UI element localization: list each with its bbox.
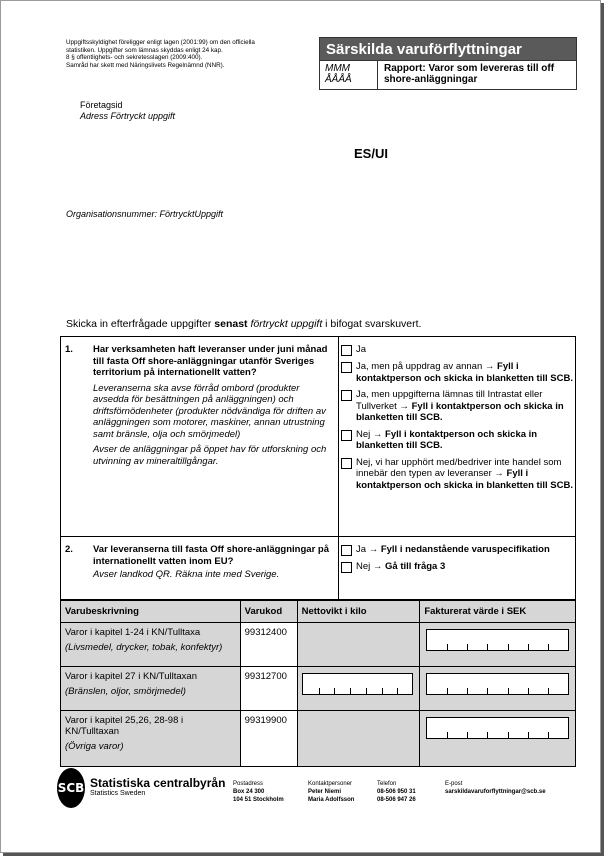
checkbox[interactable]	[341, 390, 352, 401]
row-desc-text: Varor i kapitel 1-24 i KN/Tulltaxa	[65, 627, 201, 638]
value-input[interactable]	[426, 717, 569, 739]
legal-notice	[66, 39, 316, 69]
legal-line: Uppgiftsskyldighet föreligger enligt lagen (2001:99) om den officiella	[66, 39, 255, 46]
footer-value: Box 24 300	[233, 788, 265, 795]
option-plain: Nej	[356, 561, 373, 572]
option-label	[356, 389, 575, 424]
legal-line: 8 § offentlighets- och sekretesslagen (2009:400).	[66, 54, 203, 62]
option-bold: → Fyll i kontaktperson och skicka in blanketten till SCB.	[356, 400, 564, 423]
q1-option-intrastat[interactable]	[341, 389, 575, 424]
form-code	[320, 61, 378, 89]
entry-tick	[382, 688, 383, 694]
row-desc-sub: (Bränslen, oljor, smörjmedel)	[65, 686, 186, 697]
entry-tick	[548, 688, 549, 694]
entry-tick	[447, 732, 448, 738]
footer-label: Postadress	[233, 781, 264, 787]
weight-cell	[297, 667, 420, 711]
question-1	[61, 337, 575, 537]
brand-subtitle: Statistics Sweden	[90, 790, 146, 797]
weight-cell-disabled	[297, 711, 420, 767]
entry-tick	[508, 644, 509, 650]
option-bold: → Gå till fråga 3	[372, 561, 446, 572]
question-2-note: Avser landkod QR. Räkna inte med Sverige.	[93, 569, 280, 580]
org-number: Organisationsnummer: FörtrycktUppgift	[66, 209, 224, 219]
checkbox[interactable]	[341, 362, 352, 373]
option-plain: Ja, men på uppdrag av annan	[356, 361, 485, 372]
question-1-note2: Avser de anläggningar på öppet hav för utforskning och utvinning av mineraltillgångar.	[93, 444, 327, 467]
footer-telefon	[377, 781, 416, 804]
question-1-text: Har verksamheten haft leveranser under juni månad till fasta Off shore-anläggningar utanför Sveriges territorium på internationellt vatten?	[93, 344, 328, 378]
question-2-text: Var leveranserna till fasta Off shore-anläggningar på internationellt vatten inom EU?	[93, 544, 329, 567]
option-bold: → Fyll i kontaktperson och skicka in blanketten till SCB.	[356, 468, 573, 491]
footer-postadress	[233, 781, 284, 804]
checkbox[interactable]	[341, 545, 352, 556]
weight-input[interactable]	[302, 673, 414, 695]
form-code-line1: MMM	[325, 63, 350, 74]
option-plain: Ja	[356, 344, 367, 355]
col-header: Varubeskrivning	[61, 601, 241, 623]
option-plain: Nej	[356, 428, 373, 440]
scb-logo-icon: SCB	[57, 768, 85, 808]
legal-line: statistiken. Uppgifter som lämnas skyddas enligt 24 kap.	[66, 46, 223, 54]
form-subtitle-row	[319, 61, 577, 90]
table-row	[61, 623, 576, 667]
table-row	[61, 711, 576, 767]
value-cell	[420, 623, 576, 667]
question-1-body	[93, 344, 338, 536]
checkbox[interactable]	[341, 430, 352, 441]
question-1-text-area	[61, 337, 338, 536]
question-1-options	[338, 337, 575, 536]
form-title-box	[319, 37, 577, 90]
option-plain: Ja, men uppgifterna lämnas till Intrastat eller Tullverket	[356, 389, 543, 412]
table-row	[61, 667, 576, 711]
footer-epost	[445, 781, 546, 797]
weight-cell-disabled	[297, 623, 420, 667]
footer-email-link[interactable]: sarskildavaruforflyttningar@scb.se	[445, 788, 546, 795]
option-label	[356, 457, 575, 492]
company-id: Företagsid	[80, 100, 123, 110]
entry-tick	[467, 688, 468, 694]
col-header: Nettovikt i kilo	[297, 601, 420, 623]
question-2	[61, 537, 575, 599]
instruction-prefix: Skicka in efterfrågade uppgifter	[66, 318, 215, 330]
entry-tick	[397, 688, 398, 694]
entry-tick	[548, 732, 549, 738]
entry-tick	[366, 688, 367, 694]
question-2-body	[93, 544, 338, 599]
option-label	[356, 429, 575, 452]
q2-option-nej[interactable]	[341, 561, 575, 573]
row-desc-text: Varor i kapitel 27 i KN/Tulltaxan	[65, 671, 198, 682]
row-desc-text: Varor i kapitel 25,26, 28-98 i KN/Tulltaxan	[65, 715, 184, 737]
legal-line: Samråd har skett med Näringslivets Regelnämnd (NNR).	[66, 61, 225, 69]
row-code: 99312400	[240, 623, 297, 667]
entry-tick	[334, 688, 335, 694]
question-1-note1: Leveranserna ska avse förråd ombord (produkter avsedda för besättningen på anläggningen) och driftsförnödenheter (produkter nödvändiga för driften av anläggningen som motorer, maskiner, annan utrustning samt bränsle, olja och smörjmedel)	[93, 382, 326, 440]
checkbox[interactable]	[341, 562, 352, 573]
option-bold: → Fyll i nedanstående varuspecifikation	[368, 544, 550, 555]
option-plain: Ja	[356, 544, 369, 555]
value-cell	[420, 711, 576, 767]
option-bold: → Fyll i kontaktperson och skicka in blanketten till SCB.	[356, 361, 573, 384]
checkbox[interactable]	[341, 345, 352, 356]
q1-option-ja[interactable]	[341, 344, 575, 356]
row-code: 99312700	[240, 667, 297, 711]
footer-value: Peter Niemi	[308, 788, 342, 795]
entry-tick	[487, 688, 488, 694]
entry-tick	[447, 688, 448, 694]
row-code: 99319900	[240, 711, 297, 767]
q1-option-nej[interactable]	[341, 429, 575, 452]
goods-table	[60, 600, 576, 767]
q1-option-uppdrag[interactable]	[341, 361, 575, 384]
option-label	[356, 544, 550, 556]
form-subtitle: Rapport: Varor som levereras till off shore-anläggningar	[384, 63, 555, 85]
row-desc-sub: (Övriga varor)	[65, 741, 124, 752]
row-description	[61, 711, 241, 767]
entry-tick	[467, 732, 468, 738]
footer	[57, 768, 577, 818]
question-2-number: 2.	[65, 544, 73, 555]
entry-tick	[319, 688, 320, 694]
option-label	[356, 561, 445, 573]
question-1-number: 1.	[65, 344, 73, 355]
entry-tick	[528, 732, 529, 738]
company-address: Adress Förtryckt uppgift	[80, 111, 176, 121]
form-code-line2: ÅÅÅÅ	[325, 74, 352, 85]
row-description	[61, 623, 241, 667]
instruction-text	[66, 318, 421, 330]
instruction-italic: förtryckt uppgift	[250, 318, 323, 330]
brand-name: Statistiska centralbyrån	[90, 776, 226, 790]
option-label	[356, 344, 366, 356]
question-2-options	[338, 537, 575, 599]
option-bold: → Fyll i kontaktperson och skicka in blanketten till SCB.	[356, 428, 538, 451]
form-title: Särskilda varuförflyttningar	[319, 37, 577, 61]
entry-tick	[467, 644, 468, 650]
checkbox[interactable]	[341, 458, 352, 469]
entry-tick	[548, 644, 549, 650]
questions-box	[60, 336, 576, 600]
option-plain: Nej, vi har upphört med/bedriver inte handel som innebär den typen av leveranser	[356, 456, 562, 479]
entry-tick	[447, 644, 448, 650]
value-input[interactable]	[426, 673, 569, 695]
instruction-suffix: i bifogat svarskuvert.	[322, 318, 422, 330]
footer-value: Maria Adolfsson	[308, 796, 355, 803]
entry-tick	[528, 644, 529, 650]
entry-tick	[487, 732, 488, 738]
option-label	[356, 361, 575, 384]
entry-tick	[528, 688, 529, 694]
col-header: Varukod	[240, 601, 297, 623]
footer-kontakt	[308, 781, 354, 804]
value-cell	[420, 667, 576, 711]
footer-value: 08-506 947 26	[377, 796, 416, 803]
q2-option-ja[interactable]	[341, 544, 575, 556]
table-header-row	[61, 601, 576, 623]
entry-tick	[508, 688, 509, 694]
es-ui-label: ES/UI	[354, 146, 388, 161]
row-description	[61, 667, 241, 711]
footer-label: Telefon	[377, 781, 397, 787]
entry-tick	[350, 688, 351, 694]
row-desc-sub: (Livsmedel, drycker, tobak, konfektyr)	[65, 642, 223, 653]
footer-label: Kontaktpersoner	[308, 781, 353, 787]
address-block	[80, 100, 175, 122]
footer-value: 104 51 Stockholm	[233, 796, 284, 803]
footer-value: 08-506 950 31	[377, 788, 416, 795]
col-header: Fakturerat värde i SEK	[420, 601, 576, 623]
entry-tick	[487, 644, 488, 650]
footer-label: E-post	[445, 781, 463, 787]
q1-option-upphort[interactable]	[341, 457, 575, 492]
question-2-text-area	[61, 537, 338, 599]
value-input[interactable]	[426, 629, 569, 651]
entry-tick	[508, 732, 509, 738]
instruction-bold: senast	[214, 318, 248, 330]
